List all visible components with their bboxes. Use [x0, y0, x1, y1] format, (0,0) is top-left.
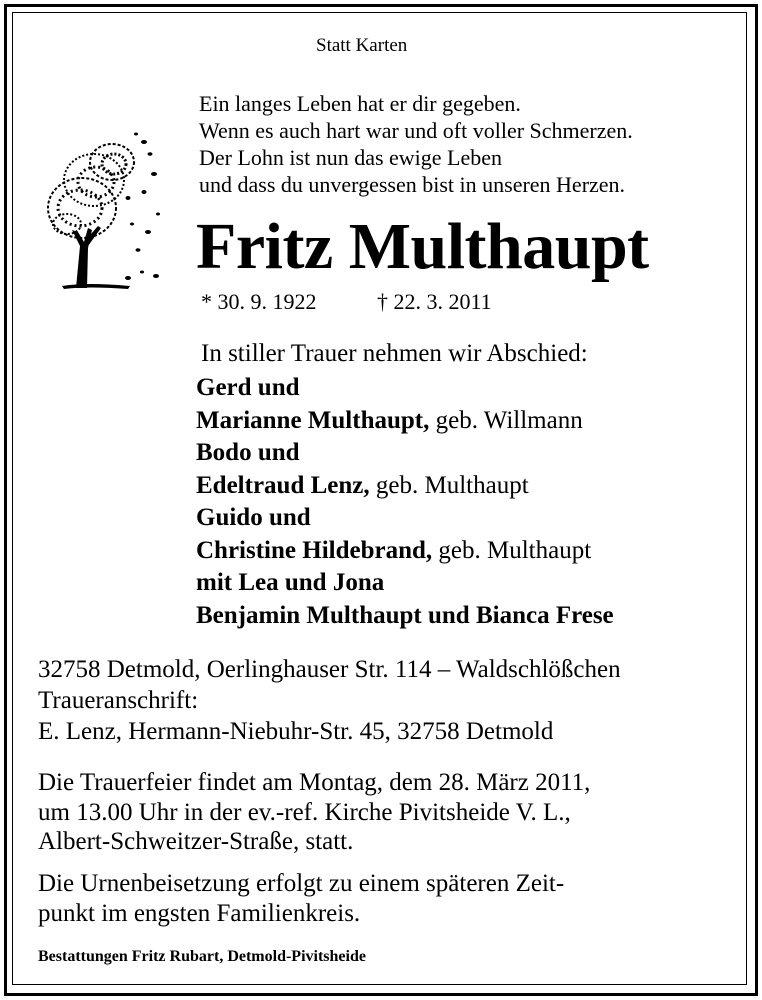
mourner-note: geb. Willmann — [429, 406, 583, 434]
service-line: Die Trauerfeier findet am Montag, dem 28. März 2011, — [38, 769, 591, 796]
mourner-name: Bodo und — [196, 439, 300, 466]
mourner-name: Gerd und — [196, 374, 300, 401]
address-line: E. Lenz, Hermann-Niebuhr-Str. 45, 32758 Detmold — [38, 718, 554, 745]
mourner-name: Benjamin Multhaupt und Bianca Frese — [196, 601, 614, 629]
verse-line: Wenn es auch hart war und oft voller Schmerzen. — [199, 118, 633, 143]
urn-line: Die Urnenbeisetzung erfolgt zu einem späteren Zeit- — [38, 870, 565, 897]
verse-line: Ein langes Leben hat er dir gegeben. — [199, 91, 521, 116]
mourner-line — [196, 470, 614, 503]
undertaker: Bestattungen Fritz Rubart, Detmold-Pivitsheide — [38, 948, 366, 965]
verse-line: Der Lohn ist nun das ewige Leben — [199, 145, 503, 170]
mourner-line — [196, 372, 614, 405]
verse — [199, 90, 633, 198]
mourning-intro: In stiller Trauer nehmen wir Abschied: — [201, 340, 588, 367]
notice-header: Statt Karten — [316, 35, 408, 56]
tree-blowing-leaves-icon — [32, 128, 167, 293]
mourner-name: Marianne Multhaupt, — [196, 406, 430, 434]
mourner-name: Christine Hildebrand, — [196, 536, 433, 564]
service-line: Albert-Schweitzer-Straße, statt. — [38, 828, 354, 855]
verse-line: und dass du unvergessen bist in unseren Herzen. — [199, 172, 626, 197]
mourner-line — [196, 405, 614, 438]
mourner-line — [196, 502, 614, 535]
death-date: † 22. 3. 2011 — [377, 289, 492, 314]
address-block — [38, 654, 621, 747]
mourner-note: geb. Multhaupt — [369, 471, 529, 499]
mourner-line — [196, 437, 614, 470]
address-line: Traueranschrift: — [38, 687, 199, 714]
urn-line: punkt im engsten Familienkreis. — [38, 900, 361, 927]
mourners-list — [196, 372, 614, 632]
service-block — [38, 768, 590, 857]
mourner-note: geb. Multhaupt — [432, 536, 592, 564]
mourner-line — [196, 567, 614, 600]
mourner-name: mit Lea und Jona — [196, 569, 385, 596]
urn-block — [38, 869, 564, 929]
life-dates — [201, 291, 492, 313]
deceased-name: Fritz Multhaupt — [196, 210, 649, 283]
mourner-name: Guido und — [196, 504, 311, 531]
mourner-line — [196, 535, 614, 568]
service-line: um 13.00 Uhr in der ev.-ref. Kirche Pivitsheide V. L., — [38, 798, 571, 826]
mourner-name: Edeltraud Lenz, — [196, 471, 370, 499]
address-line: 32758 Detmold, Oerlinghauser Str. 114 – Waldschlößchen — [38, 656, 621, 683]
birth-date: * 30. 9. 1922 — [201, 289, 317, 314]
mourner-line — [196, 600, 614, 633]
